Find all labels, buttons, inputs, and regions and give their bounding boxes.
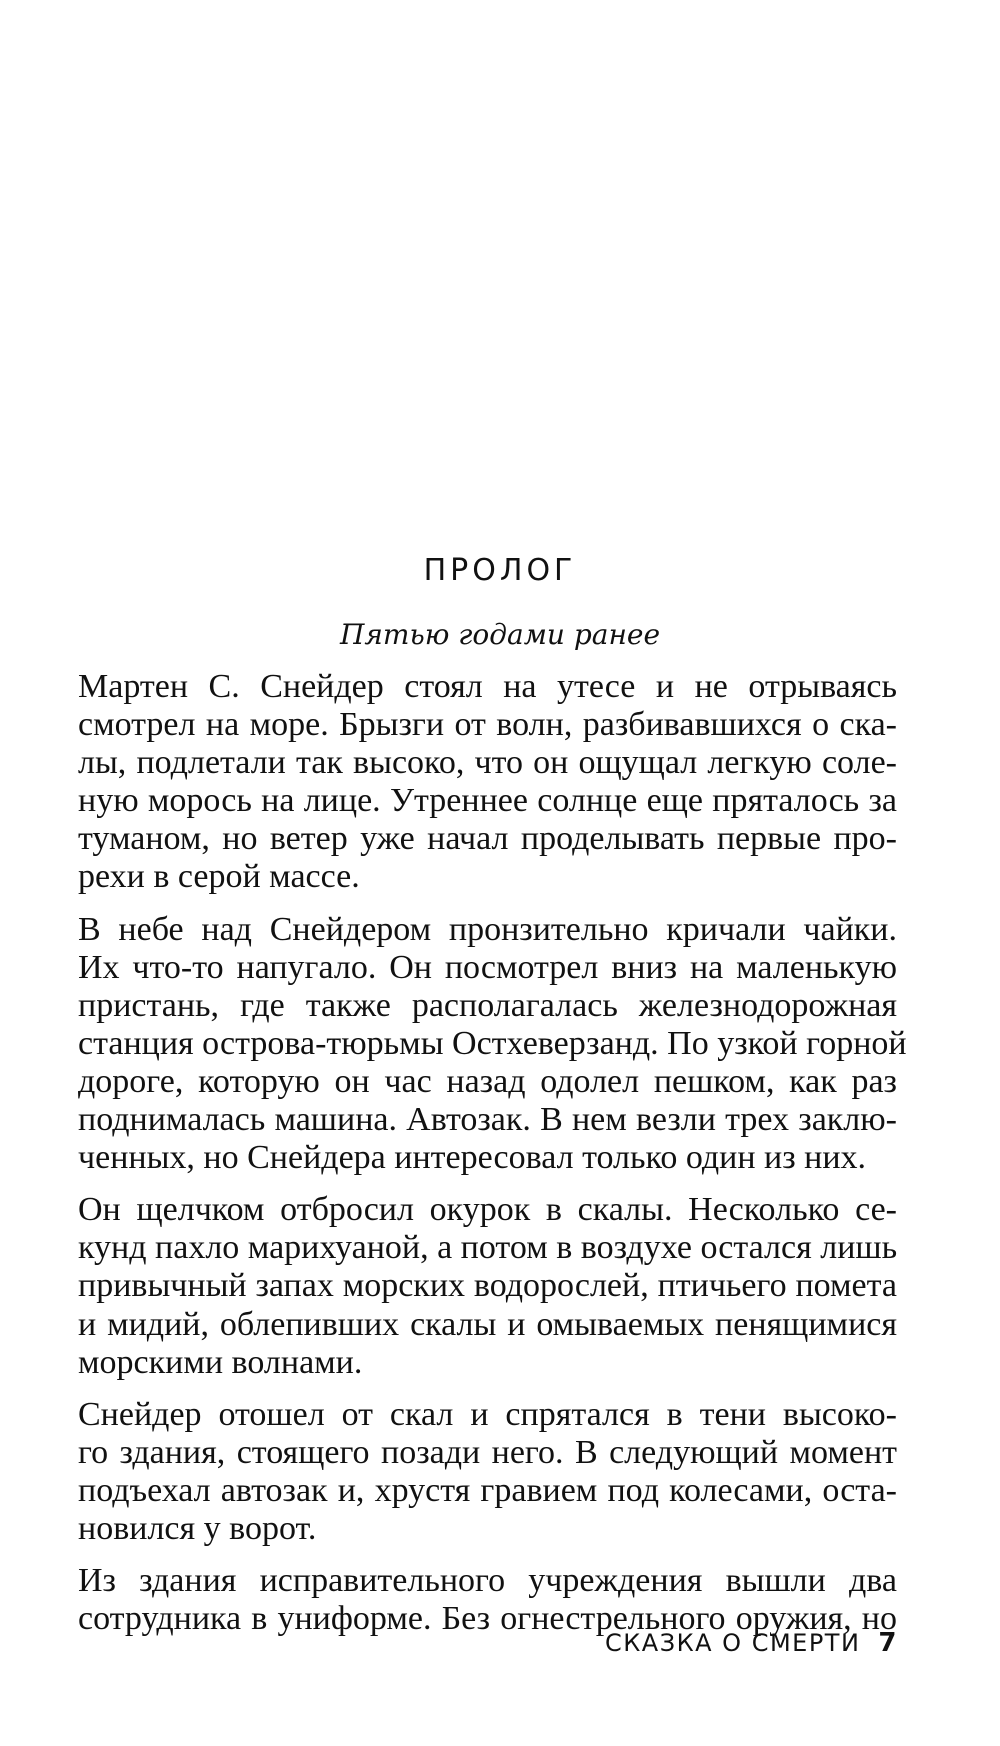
chapter-title: ПРОЛОГ	[423, 553, 577, 588]
text-line: смотрел на море. Брызги от волн, разбивавшихся о ска-	[78, 706, 897, 744]
text-line: новился у ворот.	[78, 1509, 317, 1547]
text-line: рехи в серой массе.	[78, 858, 360, 896]
text-line: и мидий, облепивших скалы и омываемых пенящимися	[78, 1305, 897, 1343]
chapter-subtitle: Пятью годами ранее	[339, 618, 661, 651]
page-number: 7	[878, 1628, 898, 1658]
paragraph-3	[78, 1191, 897, 1381]
text-line: Их что-то напугало. Он посмотрел вниз на маленькую	[78, 948, 897, 986]
text-line: го здания, стоящего позади него. В следующий момент	[78, 1433, 897, 1471]
paragraph-4	[78, 1396, 897, 1548]
text-line: морскими волнами.	[78, 1343, 363, 1381]
paragraph-5	[78, 1562, 897, 1638]
text-line: пристань, где также располагалась железнодорожная	[78, 986, 897, 1024]
text-line: поднималась машина. Автозак. В нем везли трех заклю-	[78, 1101, 897, 1139]
running-title: СКАЗКА О СМЕРТИ	[604, 1629, 861, 1657]
text-line: кунд пахло марихуаной, а потом в воздухе остался лишь	[78, 1229, 898, 1267]
text-line: Из здания исправительного учреждения вышли два	[78, 1562, 897, 1600]
text-line: В небе над Снейдером пронзительно кричали чайки.	[78, 910, 897, 948]
text-line: станция острова-тюрьмы Остхеверзанд. По узкой горной	[78, 1024, 907, 1062]
text-line: сотрудника в униформе. Без огнестрельного оружия, но	[78, 1600, 897, 1638]
text-line: лы, подлетали так высоко, что он ощущал легкую соле-	[78, 744, 897, 782]
text-line: ченных, но Снейдера интересовал только один из них.	[78, 1139, 867, 1177]
paragraph-1	[78, 668, 897, 897]
text-line: дороге, которую он час назад одолел пешком, как раз	[78, 1062, 897, 1100]
text-line: Снейдер отошел от скал и спрятался в тени высоко-	[78, 1395, 897, 1433]
text-line: туманом, но ветер уже начал проделывать первые про-	[78, 820, 897, 858]
paragraph-2	[78, 910, 907, 1178]
text-line: ную морось на лице. Утреннее солнце еще пряталось за	[78, 782, 897, 820]
text-line: Он щелчком отбросил окурок в скалы. Несколько се-	[78, 1191, 897, 1229]
text-line: подъехал автозак и, хрустя гравием под колесами, оста-	[78, 1471, 897, 1509]
body-text	[78, 668, 907, 1638]
text-line: Мартен С. Снейдер стоял на утесе и не отрываясь	[78, 668, 897, 705]
text-line: привычный запах морских водорослей, птичьего помета	[78, 1267, 897, 1305]
page-footer	[540, 1628, 898, 1658]
